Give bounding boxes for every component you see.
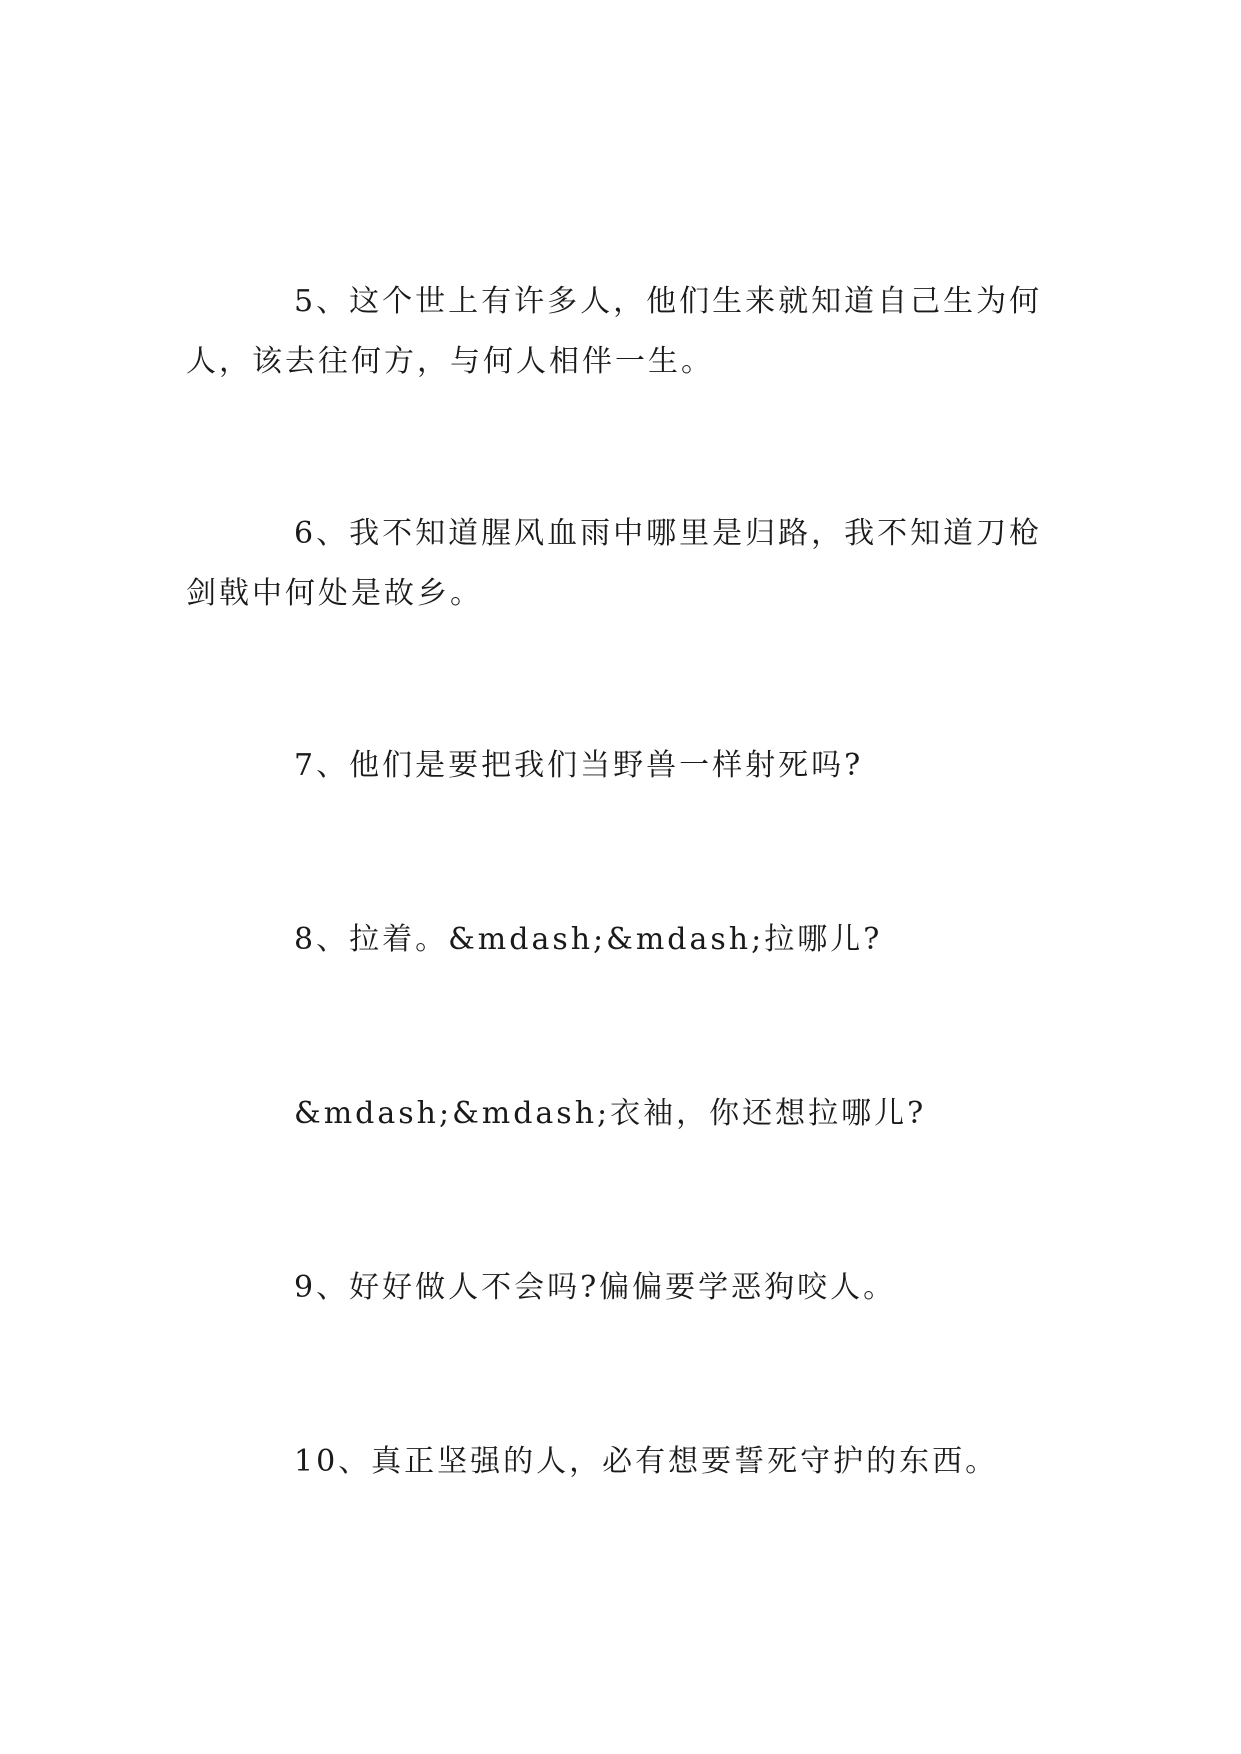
paragraph-8-continued: &mdash;&mdash;衣袖，你还想拉哪儿?	[294, 1096, 927, 1131]
paragraph-5: 5、这个世上有许多人，他们生来就知道自己生为何人，该去往何方，与何人相伴一生。	[186, 284, 1043, 379]
paragraph-8: 8、拉着。&mdash;&mdash;拉哪儿?	[294, 922, 883, 957]
paragraph-7: 7、他们是要把我们当野兽一样射死吗?	[294, 748, 864, 783]
paragraph-10: 10、真正坚强的人，必有想要誓死守护的东西。	[294, 1444, 999, 1479]
paragraph-6: 6、我不知道腥风血雨中哪里是归路，我不知道刀枪剑戟中何处是故乡。	[186, 516, 1043, 611]
paragraph-9: 9、好好做人不会吗?偏偏要学恶狗咬人。	[294, 1270, 897, 1305]
